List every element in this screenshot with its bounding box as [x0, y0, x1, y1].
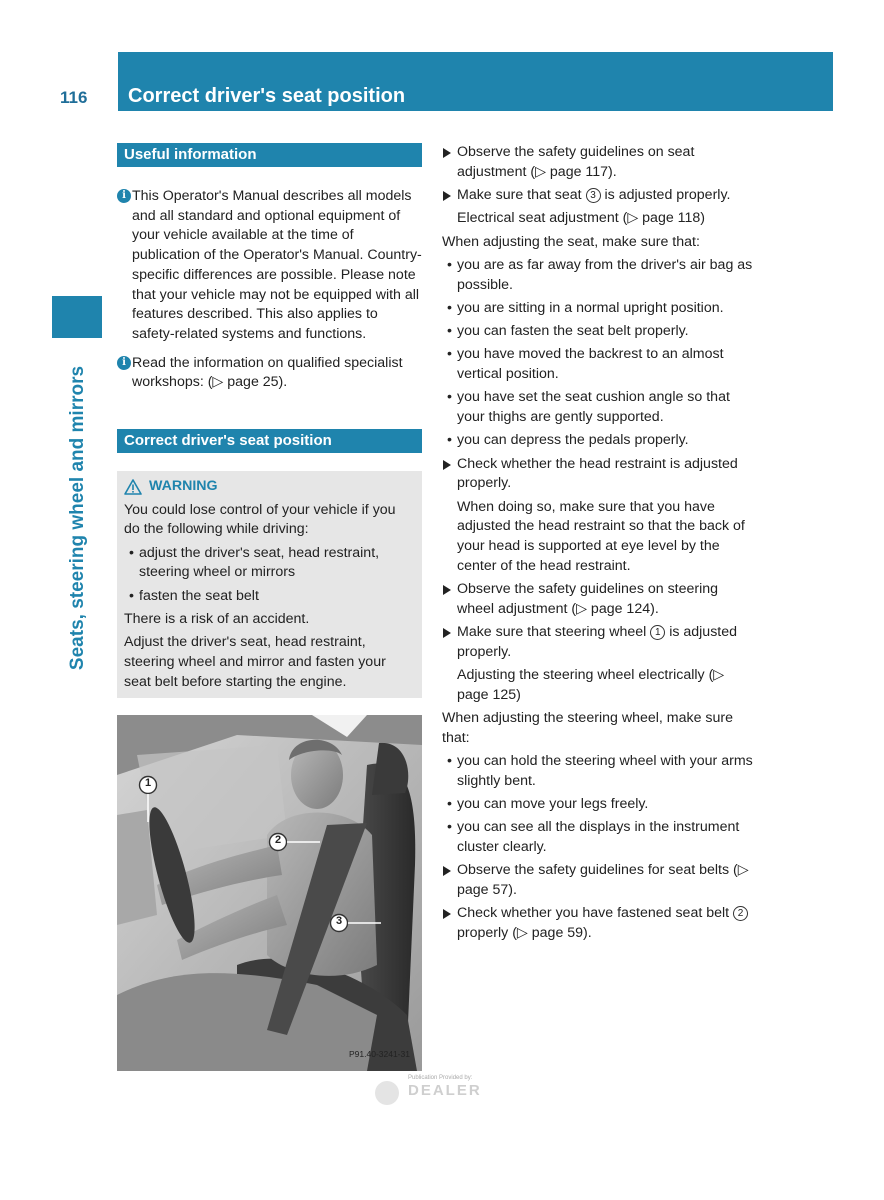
page-header	[52, 52, 833, 111]
watermark-line-1: Publication Provided by:	[408, 1075, 473, 1081]
warning-label: WARNING	[149, 478, 218, 495]
warning-intro: You could lose control of your vehicle if you do the following while driving:	[124, 501, 396, 538]
page-title: Correct driver's seat position	[128, 85, 406, 107]
callout-1-leader	[145, 794, 155, 824]
section-heading: Correct driver's seat position	[117, 429, 422, 453]
info-note-text: This Operator's Manual describes all models and all standard and optional equipment of your vehicle available at the time of publication of the Operator's Manual. Country-specific differences are possible. Please note that your vehicle may not be equipped with all features described. This also applies to safety-related systems and functions.	[132, 188, 422, 342]
dealer-watermark	[350, 1070, 510, 1110]
page-number: 116	[60, 88, 88, 107]
callout-2-label: 2	[274, 834, 282, 847]
paragraph: When adjusting the seat, make sure that:	[442, 233, 700, 250]
bullet-item: • you can hold the steering wheel with your arms slightly bent.	[442, 752, 754, 791]
step-text: Check whether you have fastened seat belt	[457, 905, 730, 922]
watermark-line-2: DEALER	[408, 1082, 482, 1099]
bullet-item: • you can see all the displays in the instrument cluster clearly.	[442, 818, 754, 857]
warning-risk: There is a risk of an accident.	[124, 611, 310, 628]
callout-1-label: 1	[144, 777, 152, 790]
callout-ref-1: 1	[650, 625, 665, 640]
instruction-step: Observe the safety guidelines on steering wheel adjustment (▷ page 124).	[442, 580, 754, 619]
warning-bullet-list	[124, 544, 415, 607]
page-number-box	[52, 52, 116, 111]
chapter-label: Seats, steering wheel and mirrors	[67, 365, 88, 671]
warning-bullet: • adjust the driver's seat, head restraint, steering wheel or mirrors	[124, 544, 415, 583]
right-column	[442, 143, 754, 947]
info-icon: i	[117, 356, 131, 370]
instruction-step: Observe the safety guidelines on seat adjustment (▷ page 117).	[442, 143, 754, 182]
warning-triangle-icon	[124, 479, 142, 495]
paragraph: When adjusting the steering wheel, make sure that:	[442, 710, 734, 746]
instruction-step	[442, 904, 754, 943]
bullet-item: • you are as far away from the driver's air bag as possible.	[442, 256, 754, 295]
step-text: Make sure that seat	[457, 187, 582, 203]
instruction-step: Check whether the head restraint is adjusted properly.	[442, 455, 754, 494]
instruction-step: Observe the safety guidelines for seat belts (▷ page 57).	[442, 861, 754, 900]
step-text: properly (▷ page 59).	[457, 925, 592, 942]
warning-box	[117, 471, 422, 698]
driver-seat-illustration	[117, 715, 422, 1071]
info-note-text: Read the information on qualified specialist workshops: (▷ page 25).	[132, 354, 403, 391]
step-subtext: Adjusting the steering wheel electrically (▷ page 125)	[457, 667, 725, 703]
info-note	[117, 187, 422, 345]
useful-info-heading: Useful information	[117, 143, 422, 167]
bullet-item: • you have moved the backrest to an almost vertical position.	[442, 345, 754, 384]
step-text: is adjusted properly.	[604, 187, 731, 203]
driver-illustration-image	[117, 715, 422, 1071]
bullet-item: • you can depress the pedals properly.	[442, 431, 754, 451]
step-subtext: Electrical seat adjustment (▷ page 118)	[457, 210, 706, 227]
bullet-item: • you are sitting in a normal upright position.	[442, 299, 754, 319]
info-icon: i	[117, 189, 131, 203]
instruction-step	[442, 186, 754, 206]
callout-3-leader	[348, 920, 383, 930]
header-bar	[118, 52, 833, 111]
step-subtext: When doing so, make sure that you have adjusted the head restraint so that the back of your head is supported at eye level by the center of the head restraint.	[457, 498, 745, 574]
figure-code: P91.40-3241-31	[349, 1049, 410, 1060]
left-column	[117, 143, 422, 1071]
warning-header	[124, 477, 415, 497]
bullet-item: • you have set the seat cushion angle so that your thighs are gently supported.	[442, 388, 754, 427]
chapter-tab-marker	[52, 296, 102, 338]
callout-ref-2: 2	[733, 906, 748, 921]
step-text: Make sure that steering wheel	[457, 624, 647, 641]
dealer-logo-icon	[372, 1078, 402, 1108]
warning-bullet: • fasten the seat belt	[124, 587, 415, 607]
bullet-item: • you can move your legs freely.	[442, 795, 754, 815]
warning-advice: Adjust the driver's seat, head restraint, steering wheel and mirror and fasten your seat belt before starting the engine.	[124, 634, 386, 690]
step-text: is adjusted properly.	[457, 624, 738, 660]
callout-3-label: 3	[335, 915, 343, 928]
bullet-item: • you can fasten the seat belt properly.	[442, 322, 754, 342]
info-note	[117, 354, 422, 393]
callout-2-leader	[287, 839, 322, 849]
callout-ref-3: 3	[586, 188, 601, 203]
instruction-step	[442, 623, 754, 662]
